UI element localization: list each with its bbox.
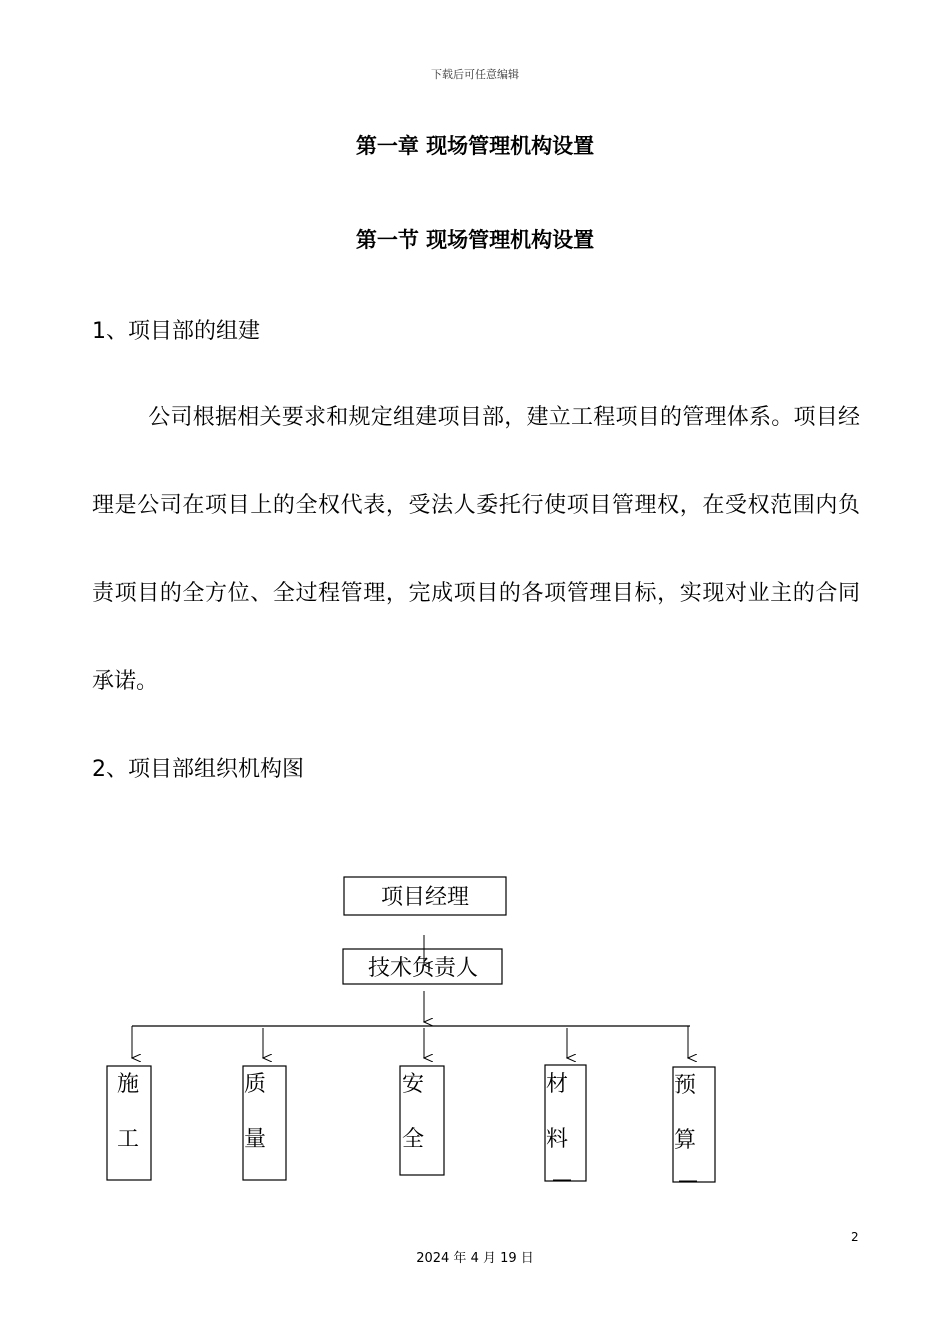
dept-budget-char-2: 算 [674,1128,697,1153]
heading-org-chart: 2、项目部组织机构图 [92,757,304,782]
dept-materials-char-1: 材 [546,1072,569,1097]
header-note: 下载后可任意编辑 [431,68,519,81]
body-paragraph [92,374,860,726]
dept-construction-char-1: 施 [117,1072,140,1097]
dept-construction-char-2: 工 [117,1127,140,1152]
footer-date: 2024 年 4 月 19 日 [416,1251,534,1266]
label-project-manager: 项目经理 [380,885,470,910]
dept-safety-char-2: 全 [402,1127,425,1152]
dept-quality [243,1066,286,1180]
page-number: 2 [851,1230,859,1244]
section-title: 第一节 现场管理机构设置 [355,228,595,252]
dept-construction [107,1066,151,1180]
org-chart [0,860,950,1190]
dept-safety-char-1: 安 [402,1072,425,1097]
label-technical-lead: 技术负责人 [367,956,479,981]
dept-materials [545,1065,586,1181]
heading-project-setup: 1、项目部的组建 [92,319,260,344]
paragraph-text: 公司根据相关要求和规定组建项目部，建立工程项目的管理体系。项目经理是公司在项目上的全权代表，受法人委托行使项目管理权，在受权范围内负责项目的全方位、全过程管理，完成项目的各项管理目标，实现对业主的合同承诺。 [92,405,860,694]
dept-safety [400,1066,444,1175]
chapter-title: 第一章 现场管理机构设置 [355,134,595,158]
dept-budget [673,1067,715,1182]
dept-materials-char-2: 料 [546,1127,569,1152]
dept-budget-char-1: 预 [674,1073,697,1098]
dept-quality-char-1: 质 [244,1072,267,1097]
dept-quality-char-2: 量 [244,1127,267,1152]
